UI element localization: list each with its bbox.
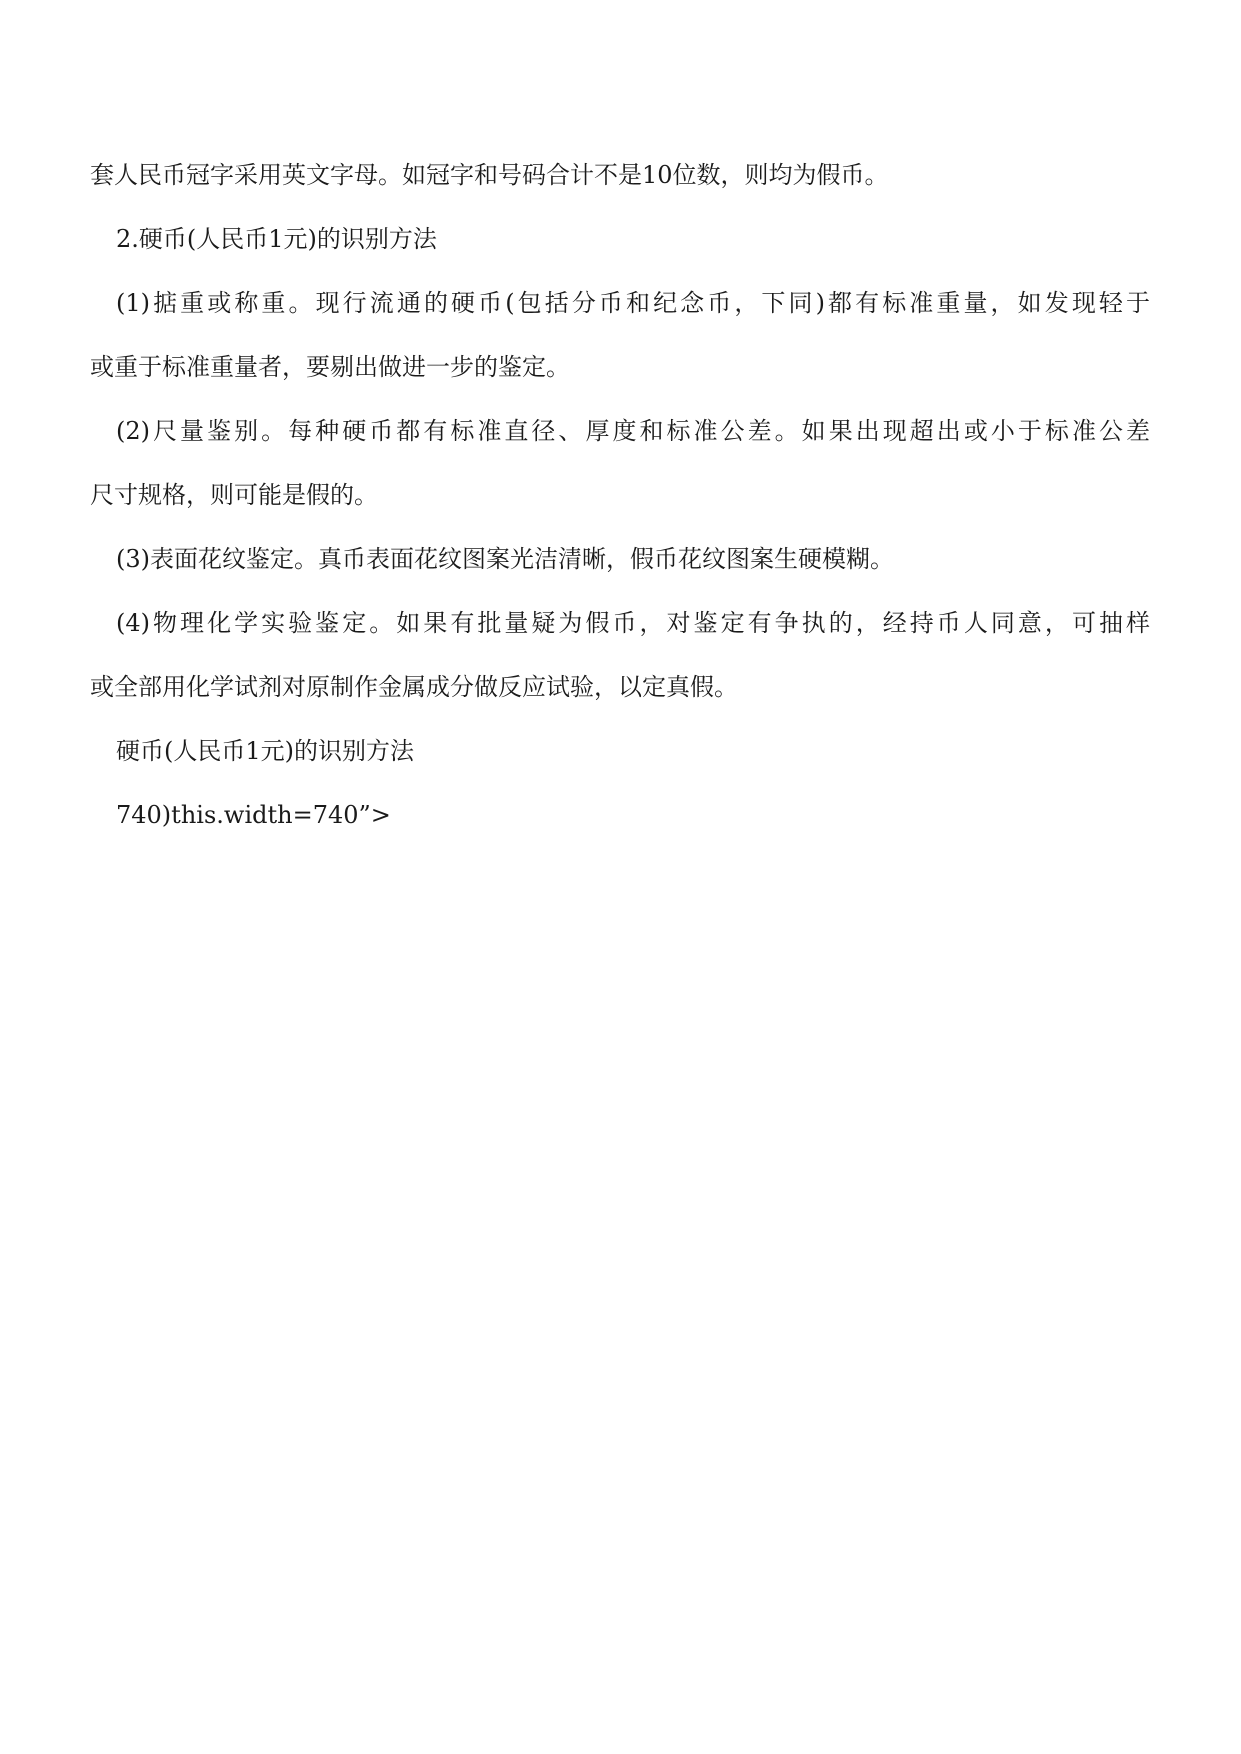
document-body bbox=[90, 160, 1150, 864]
broken-code-fragment: 740)this.width=740”> bbox=[116, 801, 391, 829]
paragraph-line-serial-note: 套人民币冠字采用英文字母。如冠字和号码合计不是10位数，则均为假币。 bbox=[90, 161, 889, 189]
paragraph-line-weight-2: 或重于标准重量者，要剔出做进一步的鉴定。 bbox=[90, 353, 570, 381]
section-heading-coin: 2.硬币(人民币1元)的识别方法 bbox=[116, 225, 437, 253]
paragraph-line-measure-2: 尺寸规格，则可能是假的。 bbox=[90, 481, 378, 509]
paragraph-line-pattern: (3)表面花纹鉴定。真币表面花纹图案光洁清晰，假币花纹图案生硬模糊。 bbox=[116, 545, 894, 573]
paragraph-line-chemical-2: 或全部用化学试剂对原制作金属成分做反应试验，以定真假。 bbox=[90, 673, 738, 701]
image-caption: 硬币(人民币1元)的识别方法 bbox=[116, 737, 414, 765]
paragraph-line-weight-1: (1)掂重或称重。现行流通的硬币(包括分币和纪念币，下同)都有标准重量，如发现轻于 bbox=[116, 289, 1150, 317]
paragraph-line-chemical-1: (4)物理化学实验鉴定。如果有批量疑为假币，对鉴定有争执的，经持币人同意，可抽样 bbox=[116, 609, 1150, 637]
paragraph-line-measure-1: (2)尺量鉴别。每种硬币都有标准直径、厚度和标准公差。如果出现超出或小于标准公差 bbox=[116, 417, 1150, 445]
